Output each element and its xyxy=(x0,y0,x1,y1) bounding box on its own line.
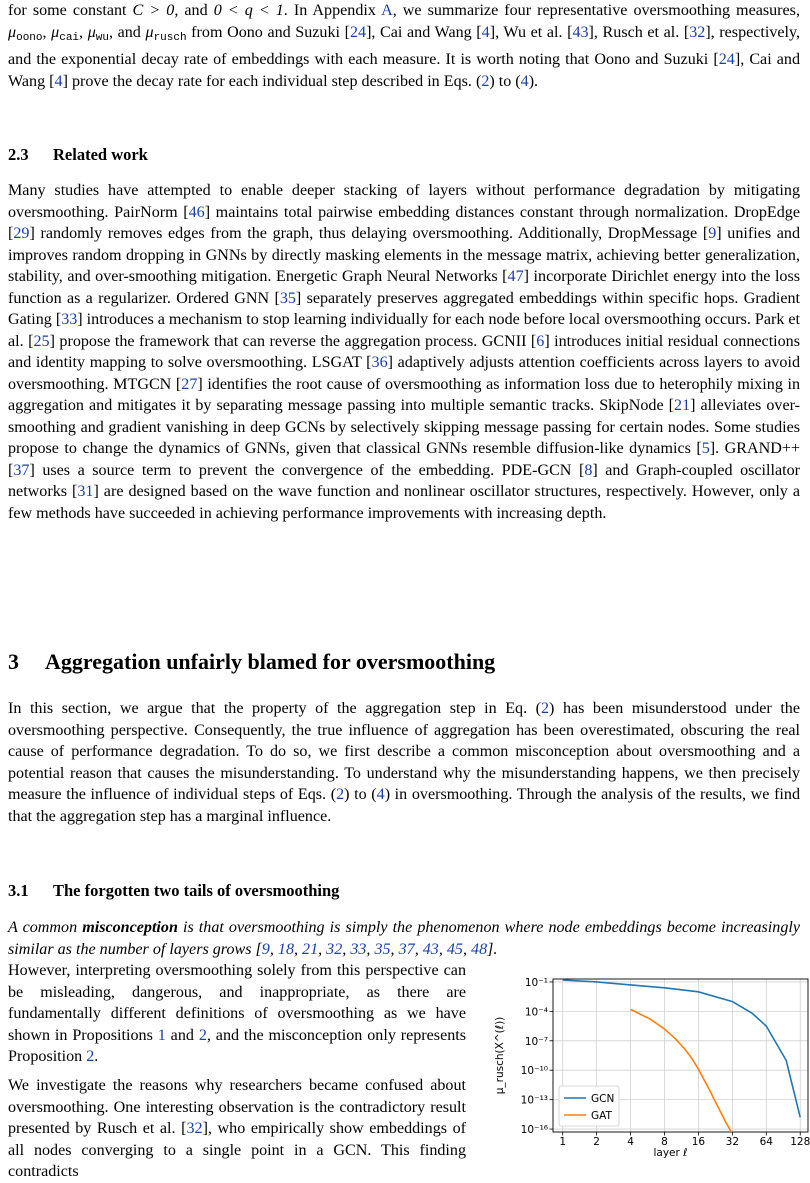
text-run: , xyxy=(414,940,423,958)
text-run: Many studies have attempted to enable deeper stacking of layers without performance degradation by mitigating oversmoothing. PairNorm [ xyxy=(8,182,800,221)
text-run: misconception xyxy=(82,919,178,936)
text-run: , xyxy=(438,940,447,958)
text-run: In this section, we argue that the property of the aggregation step in Eq. ( xyxy=(8,700,541,717)
citation-link[interactable]: 35 xyxy=(374,940,391,958)
text-run: cai xyxy=(59,31,80,44)
citation-link[interactable]: 9 xyxy=(261,940,270,958)
text-run: , and the misconception only represents Proposition xyxy=(8,1026,466,1065)
text-run: ]. xyxy=(487,940,498,958)
series-line-gat xyxy=(631,1009,733,1134)
related-work-paragraph xyxy=(8,180,800,524)
text-run: ] are designed based on the wave function and nonlinear oscillator structures, respectively. However, only a few methods have succeeded in achieving performance improvements with increasing depth. xyxy=(8,483,800,522)
citation-link[interactable]: 35 xyxy=(279,289,296,307)
y-axis-label: μ_rusch(X^(ℓ)) xyxy=(494,1016,506,1095)
y-tick-label: 10⁻¹⁰ xyxy=(520,1065,548,1078)
text-run: wu xyxy=(95,31,109,44)
text-run: μ xyxy=(145,23,154,41)
citation-link[interactable]: 37 xyxy=(13,461,30,479)
citation-link[interactable]: 4 xyxy=(54,72,63,90)
text-run: , xyxy=(269,940,278,958)
legend-label: GCN xyxy=(591,1093,615,1105)
text-run: , and xyxy=(108,23,146,41)
citation-link[interactable]: 2 xyxy=(198,1026,207,1044)
x-tick-label: 32 xyxy=(725,1136,740,1148)
citation-link[interactable]: 47 xyxy=(507,268,524,285)
citation-link[interactable]: 32 xyxy=(689,23,706,41)
text-run: ] randomly removes edges from the graph, thus delaying oversmoothing. Additionally, DropMessage [ xyxy=(29,225,709,242)
investigate-paragraph xyxy=(8,1075,466,1183)
text-run: and xyxy=(165,1026,199,1044)
text-run: 0 < q < 1 xyxy=(213,2,284,19)
text-run: ], who empirically show embeddings of all nodes converging to a single point in a GCN. This finding contradicts xyxy=(8,1120,466,1180)
citation-link[interactable]: 43 xyxy=(572,23,589,41)
citation-link[interactable]: 2 xyxy=(336,786,345,803)
text-run: , we summarize four representative oversmoothing measures, xyxy=(392,2,800,19)
citation-link[interactable]: 21 xyxy=(302,940,319,958)
citation-link[interactable]: 1 xyxy=(157,1026,166,1044)
section-number: 2.3 xyxy=(8,145,29,164)
citation-link[interactable]: 45 xyxy=(446,940,463,958)
text-run: ], Cai and Wang [ xyxy=(366,23,482,41)
oversmoothing-figure xyxy=(486,972,810,1162)
text-run: ] propose the framework that can reverse the aggregation process. GCNII [ xyxy=(49,332,537,350)
x-tick-label: 8 xyxy=(661,1136,668,1148)
text-run: ) to ( xyxy=(344,786,377,803)
citation-link[interactable]: 43 xyxy=(422,940,439,958)
x-tick-label: 4 xyxy=(627,1136,634,1148)
section-title: The forgotten two tails of oversmoothing xyxy=(53,881,340,900)
text-run: oono xyxy=(16,31,43,44)
text-run: , xyxy=(390,940,399,958)
citation-link[interactable]: 32 xyxy=(186,1120,203,1137)
text-run: ). xyxy=(528,72,539,90)
citation-link[interactable]: 33 xyxy=(61,311,78,328)
citation-link[interactable]: 4 xyxy=(376,786,385,803)
citation-link[interactable]: 31 xyxy=(77,483,94,500)
text-run: ], Wu et al. [ xyxy=(489,23,573,41)
text-run: for some constant xyxy=(8,2,133,19)
citation-link[interactable]: 25 xyxy=(33,332,50,350)
chart-svg xyxy=(486,972,810,1162)
citation-link[interactable]: 27 xyxy=(181,375,198,393)
citation-link[interactable]: 48 xyxy=(471,940,488,958)
text-run: ], Rusch et al. [ xyxy=(588,23,690,41)
citation-link[interactable]: 21 xyxy=(674,397,691,414)
citation-link[interactable]: 2 xyxy=(86,1048,95,1065)
citation-link[interactable]: 29 xyxy=(13,225,30,242)
y-tick-label: 10⁻⁴ xyxy=(524,1006,548,1019)
text-run: ] and Graph-coupled oscillator networks [ xyxy=(8,461,800,500)
text-run: from Oono and Suzuki [ xyxy=(186,23,350,41)
text-run: C > 0 xyxy=(132,2,175,19)
x-tick-label: 16 xyxy=(691,1136,706,1148)
legend-label: GAT xyxy=(591,1110,612,1122)
intro-paragraph xyxy=(8,0,800,92)
text-run: ] unifies and improves random dropping in GNNs by directly masking elements in the message matrix, achieving better generalization, stability, and over-smoothing mitigation. Energetic Graph Neural Networks [ xyxy=(8,225,800,285)
text-run: ) has been misunderstood under the oversmoothing perspective. Consequently, the true influence of aggregation has been overestimated, obscuring the real cause of performance degradation. To do so, we first describe a common misconception about oversmoothing and a potential reason that causes the misunderstanding. To understand why the misunderstanding happens, we then precisely measure the influence of individual steps of Eqs. ( xyxy=(8,700,800,803)
text-run: ] separately preserves aggregated embeddings within specific hops. Gradient Gating [ xyxy=(8,289,800,328)
x-tick-label: 2 xyxy=(593,1136,600,1148)
citation-link[interactable]: 24 xyxy=(718,51,735,68)
text-run: ] adaptively adjusts attention coefficients across layers to avoid oversmoothing. MTGCN [ xyxy=(8,354,800,393)
text-run: μ xyxy=(87,23,96,41)
x-tick-label: 128 xyxy=(790,1136,810,1148)
text-run: ) in oversmoothing. Through the analysis of the results, we find that the aggregation step has a marginal influence. xyxy=(8,786,800,825)
section-heading-3-1 xyxy=(8,880,339,902)
text-run: , and xyxy=(174,2,214,19)
text-run: We investigate the reasons why researchers became confused about oversmoothing. One interesting observation is the contradictory result presented by Rusch et al. [ xyxy=(8,1077,466,1137)
citation-link[interactable]: 18 xyxy=(277,940,294,958)
text-run: μ xyxy=(8,23,17,41)
citation-link[interactable]: 24 xyxy=(349,23,367,41)
section-title: Related work xyxy=(53,145,148,164)
x-axis-label: layer ℓ xyxy=(653,1147,688,1159)
section-number: 3 xyxy=(8,649,19,674)
citation-link[interactable]: 4 xyxy=(481,23,490,41)
text-run: is that oversmoothing is simply the phenomenon where node embeddings become increasingly similar as the number of layers grows [ xyxy=(8,919,800,958)
text-run: ] identifies the root cause of oversmoothing as information loss due to heterophily mixing in aggregation and mitigates it by separating message passing into multiple semantic tracks. SkipNode [ xyxy=(8,375,800,414)
section-number: 3.1 xyxy=(8,881,29,900)
text-run: . xyxy=(94,1048,99,1065)
text-run: ], Cai and Wang [ xyxy=(8,51,801,90)
text-run: ] introduces initial residual connections and identity mapping to solve oversmoothing. LSGAT [ xyxy=(8,332,800,371)
citation-link[interactable]: 33 xyxy=(350,940,367,958)
text-run: ], respectively, and the exponential decay rate of embeddings with each measure. It is worth noting that Oono and Suzuki [ xyxy=(8,23,801,68)
text-run: ] maintains total pairwise embedding distances constant through normalization. DropEdge [ xyxy=(8,203,800,242)
x-tick-label: 64 xyxy=(759,1136,773,1148)
text-run: ) to ( xyxy=(489,72,521,90)
text-run: However, interpreting oversmoothing solely from this perspective can be misleading, dangerous, and inappropriate, as there are fundamentally different definitions of oversmoothing as we have shown in Propositions xyxy=(8,962,466,1044)
text-run: , xyxy=(79,23,88,41)
citation-link[interactable]: 46 xyxy=(188,203,205,221)
y-tick-label: 10⁻¹³ xyxy=(520,1094,548,1107)
interpretation-paragraph xyxy=(8,960,466,1068)
section-title: Aggregation unfairly blamed for oversmoothing xyxy=(45,649,496,674)
citation-link[interactable]: 37 xyxy=(398,940,415,958)
text-run: , xyxy=(342,940,351,958)
x-tick-label: 1 xyxy=(559,1136,567,1148)
text-run: ] alleviates over-smoothing and gradient vanishing in deep GCNs by selectively skipping message passing for certain nodes. Some studies propose to change the dynamics of GNNs, given that classical GNNs resemble diffusion-like dynamics [ xyxy=(8,397,801,457)
citation-link[interactable]: 5 xyxy=(701,440,710,457)
citation-link[interactable]: 2 xyxy=(541,700,550,717)
text-run: rusch xyxy=(153,31,187,44)
text-run: , xyxy=(293,940,303,958)
y-tick-label: 10⁻⁷ xyxy=(524,1035,548,1048)
citation-link[interactable]: A xyxy=(381,2,393,19)
citation-link[interactable]: 9 xyxy=(708,225,717,242)
text-run: μ xyxy=(51,23,60,41)
y-tick-label: 10⁻¹⁶ xyxy=(520,1124,548,1137)
text-run: , xyxy=(42,23,52,41)
text-run: ] prove the decay rate for each individual step described in Eqs. ( xyxy=(62,72,482,90)
section-3-paragraph xyxy=(8,698,800,827)
misconception-paragraph xyxy=(8,917,800,960)
text-run: ] uses a source term to prevent the convergence of the embedding. PDE-GCN [ xyxy=(29,461,585,479)
text-run: ] incorporate Dirichlet energy into the loss function as a regularizer. Ordered GNN [ xyxy=(8,268,801,307)
section-heading-3 xyxy=(8,648,495,676)
text-run: ]. GRAND++ [ xyxy=(8,440,800,479)
text-run: . In Appendix xyxy=(283,2,382,19)
section-heading-2-3 xyxy=(8,144,148,166)
citation-link[interactable]: 6 xyxy=(536,332,545,350)
y-tick-label: 10⁻¹ xyxy=(524,976,548,989)
text-run: ] introduces a mechanism to stop learning individually for each node before local oversmoothing occurs. Park et al. [ xyxy=(8,311,801,350)
text-run: A common xyxy=(8,919,83,936)
citation-link[interactable]: 8 xyxy=(584,461,593,479)
citation-link[interactable]: 32 xyxy=(326,940,343,958)
citation-link[interactable]: 36 xyxy=(371,354,388,371)
citation-link[interactable]: 4 xyxy=(520,72,529,90)
citation-link[interactable]: 2 xyxy=(481,72,490,90)
text-run: , xyxy=(462,940,472,958)
text-run: , xyxy=(318,940,327,958)
text-run: , xyxy=(366,940,375,958)
